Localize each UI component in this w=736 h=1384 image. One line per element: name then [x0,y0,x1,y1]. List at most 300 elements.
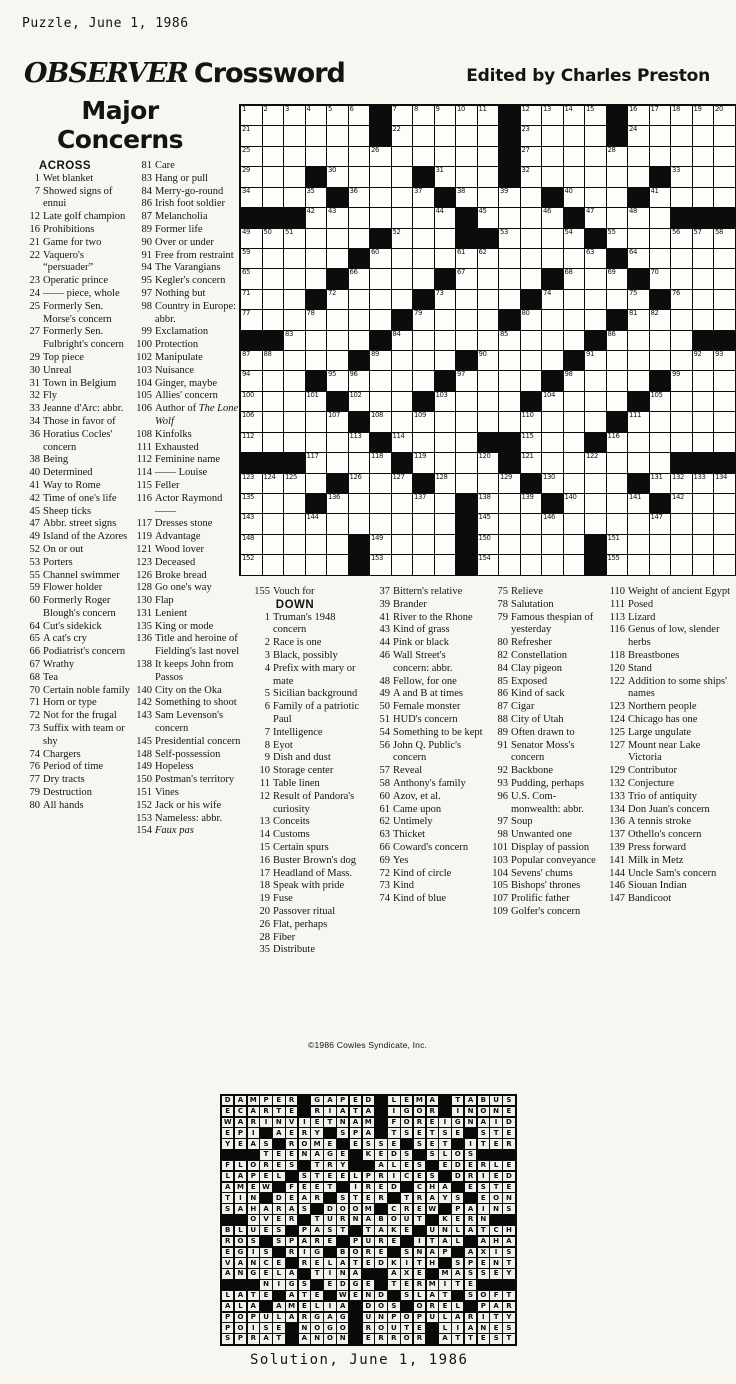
clue-number: 147 [609,893,625,905]
solution-letter-cell: T [311,1215,322,1224]
grid-cell [607,331,629,351]
grid-cell [564,188,586,208]
clue-text: Kind of sack [511,688,565,700]
clue-text: Certain spurs [273,841,329,853]
grid-cell [392,147,414,167]
grid-cell [564,147,586,167]
clue-number: 105 [492,880,508,892]
solution-black-cell [299,1269,310,1278]
grid-cell-number: 113 [349,431,362,440]
solution-letter-cell: L [452,1302,463,1311]
grid-cell-number: 64 [629,247,637,256]
solution-black-cell [452,1183,463,1192]
grid-cell-number: 60 [371,247,379,256]
clue-text: Sevens' chums [511,867,573,879]
solution-letter-cell: A [337,1258,348,1267]
clue-text: Self-possession [155,748,221,760]
clue-text: Weight of ancient Egypt [628,586,731,597]
solution-letter-cell: A [324,1096,335,1105]
grid-cell-number: 22 [392,125,401,134]
clue-item [370,893,484,906]
grid-cell [671,290,693,310]
clue-text: Constellation [511,649,567,661]
clue-number: 3 [264,649,270,661]
grid-cell [306,229,328,249]
grid-cell [607,351,629,371]
solution-letter-cell: D [375,1291,386,1300]
grid-cell [392,229,414,249]
grid-black-cell [607,126,629,146]
clue-number: 101 [492,841,508,853]
grid-cell [585,310,607,330]
solution-letter-cell: B [478,1096,489,1105]
solution-letter-cell: E [388,1139,399,1148]
grid-cell [628,514,650,534]
solution-letter-cell: N [260,1280,271,1289]
grid-cell [263,371,285,391]
solution-letter-cell: P [260,1096,271,1105]
solution-letter-cell: P [465,1258,476,1267]
solution-letter-cell: S [503,1323,514,1332]
solution-letter-cell: E [478,1258,489,1267]
solution-letter-cell: E [414,1172,425,1181]
clue-item [488,714,601,727]
clue-text: Customs [273,829,310,841]
grid-cell [521,433,543,453]
clue-text: Wood lover [155,543,205,555]
clue-item [488,906,601,919]
grid-black-cell [521,290,543,310]
solution-letter-cell: R [375,1237,386,1246]
clue-number: 51 [379,713,390,725]
clue-number: 21 [29,236,40,248]
clue-text: John Q. Public's concern [393,739,462,764]
solution-letter-cell: M [439,1269,450,1278]
solution-letter-cell: E [503,1161,514,1170]
clue-number: 136 [609,816,625,828]
grid-cell [628,249,650,269]
solution-letter-cell: R [286,1096,297,1105]
solution-letter-cell: T [311,1172,322,1181]
grid-cell [521,229,543,249]
solution-letter-cell: S [222,1204,233,1213]
grid-cell [693,147,715,167]
clue-number: 5 [264,688,270,700]
grid-cell [284,392,306,412]
grid-cell [693,310,715,330]
solution-letter-cell: R [465,1172,476,1181]
grid-cell [413,494,435,514]
solution-letter-cell: O [478,1291,489,1300]
clue-item [605,740,735,766]
grid-cell-number: 20 [715,105,723,113]
grid-cell [671,167,693,187]
grid-cell-number: 58 [715,227,723,236]
grid-cell [650,351,672,371]
grid-cell [650,269,672,289]
clue-item [605,586,735,599]
clue-number: 104 [492,867,508,879]
clue-number: 118 [609,649,625,661]
clue-item [370,637,484,650]
grid-cell [650,412,672,432]
clue-item [132,813,245,826]
grid-black-cell [607,249,629,269]
solution-black-cell [427,1323,438,1332]
clue-item [20,237,130,250]
grid-cell [585,371,607,391]
grid-cell [392,474,414,494]
grid-cell-number: 61 [457,247,465,256]
clue-number: 10 [259,765,270,777]
grid-cell [585,147,607,167]
grid-cell [263,535,285,555]
clue-number: 84 [497,662,508,674]
solution-letter-cell: R [414,1193,425,1202]
grid-cell [263,412,285,432]
clue-item [488,893,601,906]
grid-cell [521,147,543,167]
clue-item [605,765,735,778]
grid-cell [263,167,285,187]
solution-letter-cell: R [427,1107,438,1116]
solution-black-cell [260,1128,271,1137]
clue-item [370,778,484,791]
grid-cell [284,188,306,208]
solution-black-cell [439,1172,450,1181]
grid-cell [370,188,392,208]
solution-letter-cell: R [401,1204,412,1213]
clue-number: 104 [136,377,152,389]
clue-number: 128 [136,582,152,594]
solution-letter-cell: R [375,1172,386,1181]
solution-letter-cell: O [350,1248,361,1257]
clue-text: Bishops' thrones [511,880,581,892]
solution-letter-cell: S [439,1128,450,1137]
grid-cell [284,535,306,555]
clue-text: Fuse [273,893,293,905]
solution-letter-cell: R [248,1334,259,1343]
clue-number: 43 [379,624,390,636]
clue-item [20,301,130,327]
clue-text: Exclamation [155,326,209,338]
clue-item [132,761,245,774]
solution-letter-cell: E [375,1248,386,1257]
solution-letter-cell: L [324,1258,335,1267]
solution-letter-cell: C [235,1107,246,1116]
clue-number: 126 [136,569,152,581]
solution-letter-cell: M [311,1139,322,1148]
clue-item [488,880,601,893]
solution-letter-cell: E [311,1183,322,1192]
grid-cell [370,147,392,167]
clue-item [488,637,601,650]
clue-item [132,442,245,455]
grid-cell [628,412,650,432]
grid-cell [306,249,328,269]
clue-number: 1 [264,611,270,623]
solution-letter-cell: B [337,1248,348,1257]
solution-black-cell [452,1291,463,1300]
solution-letter-cell: A [311,1150,322,1159]
solution-letter-cell: L [414,1291,425,1300]
solution-letter-cell: T [478,1139,489,1148]
solution-letter-cell: L [452,1237,463,1246]
grid-cell [499,474,521,494]
solution-letter-cell: T [311,1161,322,1170]
grid-cell [435,474,457,494]
solution-black-cell [260,1237,271,1246]
grid-cell [306,208,328,228]
grid-cell-number: 43 [328,207,336,216]
clue-item [132,403,245,429]
grid-cell [327,208,349,228]
clue-number: 67 [29,659,40,671]
grid-cell-number: 77 [242,309,250,318]
grid-cell [671,351,693,371]
grid-cell [628,310,650,330]
grid-cell [478,269,500,289]
clue-number: 144 [609,867,625,879]
clue-item [132,275,245,288]
grid-cell [478,474,500,494]
grid-cell [413,310,435,330]
grid-cell [714,392,736,412]
solution-letter-cell: M [286,1302,297,1311]
solution-letter-cell: N [273,1118,284,1127]
grid-cell [693,371,715,391]
clue-number: 60 [29,595,40,607]
clue-number: 108 [136,428,152,440]
across-clues-column-2 [132,160,245,838]
grid-cell [284,147,306,167]
solution-letter-cell: E [503,1107,514,1116]
solution-letter-cell: A [286,1269,297,1278]
solution-letter-cell: D [452,1172,463,1181]
grid-cell [413,269,435,289]
clue-item [132,582,245,595]
solution-letter-cell: A [350,1118,361,1127]
grid-cell [499,249,521,269]
clue-text: Vaquero's “persuader” [43,249,94,274]
clue-number: 130 [136,595,152,607]
grid-cell [456,290,478,310]
clue-text: Postman's territory [155,774,235,786]
solution-letter-cell: T [324,1183,335,1192]
grid-cell [542,126,564,146]
grid-cell-number: 75 [629,288,637,297]
solution-letter-cell: T [452,1334,463,1343]
clue-text: Relieve [511,586,544,597]
grid-black-cell [456,514,478,534]
clue-item [132,697,245,710]
clue-text: Genus of low, slender herbs [628,624,720,649]
grid-cell-number: 136 [328,493,340,502]
grid-cell-number: 5 [328,105,332,113]
solution-letter-cell: A [235,1204,246,1213]
grid-cell [693,535,715,555]
grid-cell-number: 76 [672,288,680,297]
grid-cell [478,535,500,555]
grid-cell-number: 86 [607,329,616,338]
clue-text: Feminine name [155,454,221,466]
clue-text: On or out [43,543,84,555]
clue-text: Dry tracts [43,774,85,786]
grid-cell-number: 72 [328,288,336,297]
solution-letter-cell: S [401,1150,412,1159]
clue-number: 47 [29,518,40,530]
down-clues-column-1 [250,586,364,957]
grid-black-cell [306,167,328,187]
solution-black-cell [235,1150,246,1159]
grid-cell [327,290,349,310]
clue-number: 25 [29,300,40,312]
grid-cell [284,167,306,187]
grid-cell [585,188,607,208]
grid-cell [478,453,500,473]
grid-cell-number: 53 [500,227,508,236]
clue-item [20,531,130,544]
solution-letter-cell: N [439,1226,450,1235]
clue-item [132,211,245,224]
grid-cell-number: 82 [650,309,659,318]
grid-cell-number: 85 [500,329,508,338]
clue-text: Period of time [43,761,104,773]
solution-black-cell [286,1323,297,1332]
grid-cell [392,392,414,412]
solution-letter-cell: S [273,1226,284,1235]
solution-black-cell [503,1150,514,1159]
solution-black-cell [490,1280,501,1289]
solution-letter-cell: C [414,1183,425,1192]
clue-item [132,186,245,199]
grid-cell [392,351,414,371]
solution-letter-cell: S [465,1291,476,1300]
clue-item [132,198,245,211]
clue-item [370,599,484,612]
solution-letter-cell: M [363,1118,374,1127]
down-header: DOWN [275,598,315,611]
grid-cell [392,331,414,351]
grid-cell [521,494,543,514]
solution-letter-cell: G [452,1118,463,1127]
solution-letter-cell: G [324,1323,335,1332]
grid-cell-number: 18 [672,105,680,113]
clue-item [20,621,130,634]
grid-cell [542,229,564,249]
solution-letter-cell: R [324,1161,335,1170]
grid-cell [628,535,650,555]
solution-letter-cell: F [222,1161,233,1170]
solution-black-cell [465,1237,476,1246]
solution-letter-cell: N [337,1334,348,1343]
clue-text: Uncle Sam's concern [628,867,717,879]
solution-letter-cell: A [248,1302,259,1311]
grid-cell [499,229,521,249]
grid-cell [284,433,306,453]
clue-text: Go one's way [155,582,212,594]
clue-text: —— piece, whole [43,287,120,299]
solution-letter-cell: S [414,1139,425,1148]
clue-number: 119 [136,531,152,543]
clue-item [132,326,245,339]
solution-letter-cell: E [337,1150,348,1159]
grid-cell [456,453,478,473]
grid-cell [478,188,500,208]
clue-number: 103 [136,364,152,376]
solution-letter-cell: S [248,1237,259,1246]
solution-letter-cell: E [273,1096,284,1105]
clue-text: King or mode [155,620,214,632]
grid-cell [327,229,349,249]
grid-black-cell [435,371,457,391]
clue-text: Manipulate [155,351,203,363]
grid-cell-number: 80 [521,309,530,318]
solution-letter-cell: E [235,1139,246,1148]
solution-letter-cell: Y [337,1161,348,1170]
clue-item [488,740,601,766]
solution-letter-cell: O [299,1139,310,1148]
solution-letter-cell: E [414,1128,425,1137]
clue-text: Don Juan's concern [628,803,710,815]
solution-letter-cell: R [414,1118,425,1127]
grid-cell [693,167,715,187]
solution-letter-cell: P [286,1237,297,1246]
solution-letter-cell: U [388,1323,399,1332]
clue-number: 19 [259,893,270,905]
clue-text: Often drawn to [511,726,575,738]
solution-letter-cell: S [337,1193,348,1202]
solution-letter-cell: S [427,1150,438,1159]
clue-item [488,612,601,638]
clue-text: Family of a patriotic Paul [273,701,360,725]
grid-cell [370,392,392,412]
solution-letter-cell: R [427,1302,438,1311]
grid-cell [542,106,564,126]
clue-text: Showed signs of ennui [43,185,113,210]
grid-cell [628,453,650,473]
clue-number: 132 [609,777,625,789]
clue-number: 116 [136,492,152,504]
grid-cell [263,229,285,249]
grid-cell [714,167,736,187]
grid-cell [413,535,435,555]
solution-black-cell [452,1248,463,1257]
grid-cell [456,249,478,269]
grid-cell-number: 102 [349,390,362,399]
clue-item [250,880,364,893]
grid-cell-number: 112 [242,431,254,440]
solution-letter-cell: E [414,1323,425,1332]
clue-item [250,765,364,778]
solution-letter-cell: S [388,1302,399,1311]
grid-cell [628,126,650,146]
grid-cell [349,106,371,126]
solution-letter-cell: G [311,1313,322,1322]
clue-number: 111 [610,598,625,610]
clue-text: Bittern's relative [393,586,463,597]
solution-letter-cell: G [401,1107,412,1116]
solution-letter-cell: O [401,1334,412,1343]
clue-number: 79 [497,611,508,623]
grid-black-cell [306,494,328,514]
solution-letter-cell: M [248,1096,259,1105]
grid-cell [349,514,371,534]
clue-text: Anthony's family [393,777,466,789]
grid-black-cell [671,208,693,228]
solution-black-cell [465,1302,476,1311]
grid-cell [370,269,392,289]
